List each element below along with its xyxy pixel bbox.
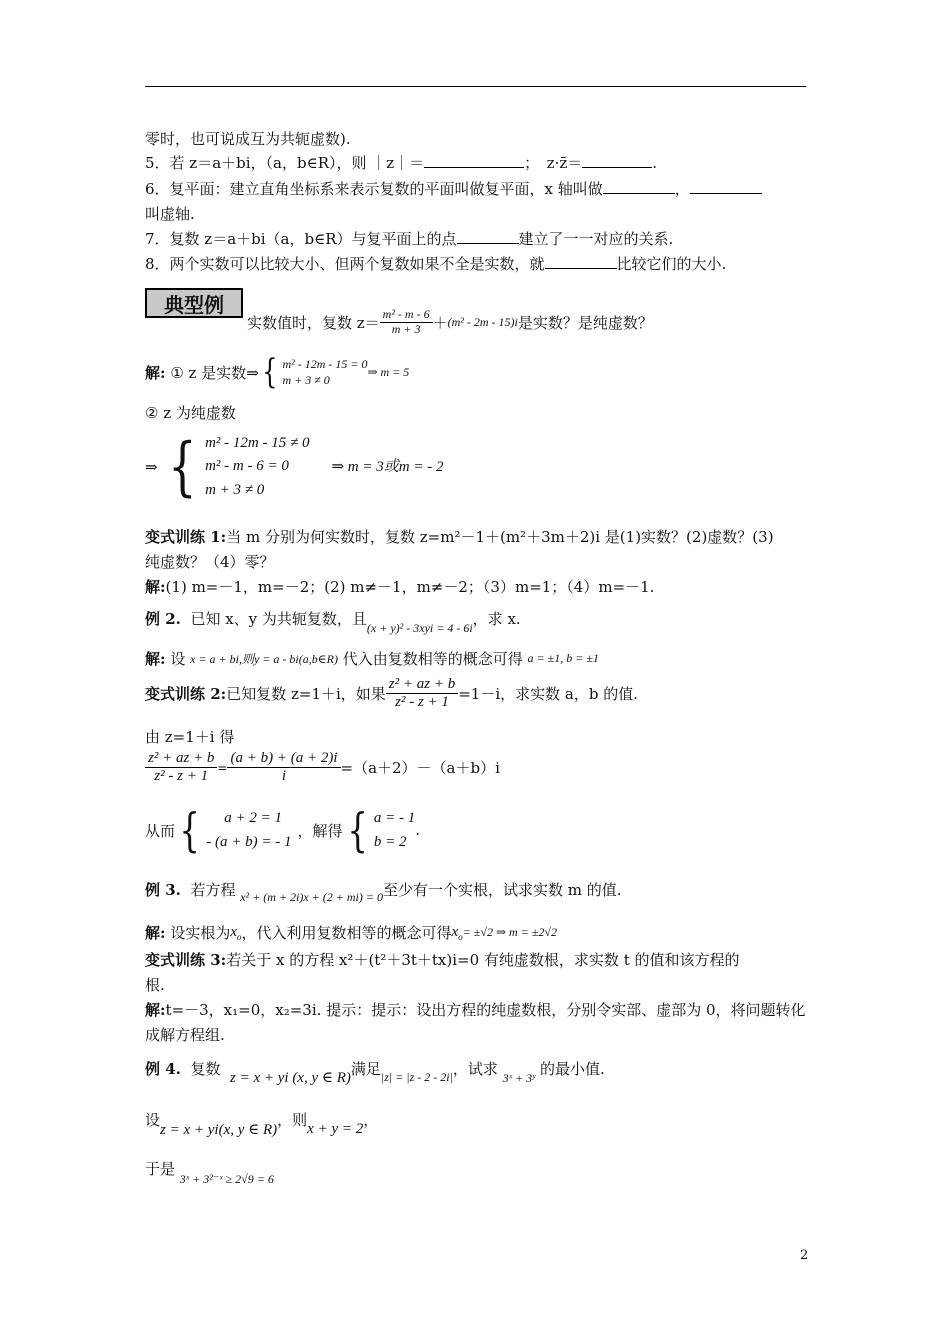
solution-1-system: ⇒ { m² - 12m - 15 ≠ 0 m² - m - 6 = 0 m + 3 ≠ 0 ⇒ m = 3或m = - 2 <box>145 429 444 504</box>
variant-1: 变式训练 1:当 m 分别为何实数时，复数 z=m²－1＋(m²＋3m＋2)i 是(1)实数？(2)虚数？(3) <box>145 528 774 546</box>
text-line: 根. <box>145 976 165 994</box>
variant-2-system: 从而 { a + 2 = 1 - (a + b) = - 1 ，解得 { a = - 1 b = 2 . <box>145 803 420 857</box>
solution-1a: 解: ① z 是实数⇒ { m² - 12m - 15 = 0 m + 3 ≠ 0 ⇒ m = 5 <box>145 352 410 392</box>
equation-system: { m² - 12m - 15 = 0 m + 3 ≠ 0 <box>262 352 368 392</box>
equation-system: { m² - 12m - 15 ≠ 0 m² - m - 6 = 0 m + 3 ≠ 0 <box>168 429 310 504</box>
solution-4-step: 设 z = x + yi(x, y ∈ R) ，则 x + y = 2 ， <box>145 1111 379 1138</box>
solution-4-result: 于是 3ˣ + 3²⁻ˣ ≥ 2√9 = 6 <box>145 1160 274 1186</box>
item-7: 7．复数 z＝a＋bi（a，b∈R）与复平面上的点 建立了一一对应的关系. <box>145 230 674 248</box>
solution-2: 解: 设 x = a + bi,则y = a - bi(a,b∈R) 代入由复数相等的概念可得 a = ±1, b = ±1 <box>145 650 599 668</box>
example-4: 例 4. 复数 z = x + yi (x, y ∈ R) 满足 |z| = |z - 2 - 2i| ，试求 3ˣ + 3ʸ 的最小值. <box>145 1060 605 1086</box>
page-number: 2 <box>800 1248 809 1263</box>
blank-field[interactable] <box>424 153 524 168</box>
text-line: 零时，也可说成互为共轭虚数). <box>145 130 351 148</box>
blank-field[interactable] <box>603 179 675 194</box>
text-line: 叫虚轴. <box>145 205 195 223</box>
blank-field[interactable] <box>690 179 762 194</box>
variant-2-step: $\frac{\text{z² + az + b}}{\text{z² - z + 1}}$ = $\frac{(a + b) + (a + 2)i}{i}$ =（a＋2）－（a＋b）i <box>145 750 500 786</box>
solution-4: 解:t=－3，x₁=0，x₂=3i. 提示：提示：设出方程的纯虚数根，分别令实部、虚部为 0，将问题转化 <box>145 1001 806 1019</box>
text-line: 由 z=1＋i 得 <box>145 728 235 746</box>
item-5: 5．若 z＝a＋bi，（a，b∈R），则 ｜z｜＝ ； z·z̄＝ . <box>145 154 658 172</box>
fraction: $\frac{\text{z² + az + b}}{\text{z² - z + 1}}$ <box>145 750 217 786</box>
example-1: 实数值时，复数 z＝ $\frac{\text{m² - m - 6}}{m + 3}$ ＋ (m² - 2m - 15)i 是实数？是纯虚数？ <box>247 307 653 336</box>
example-3: 例 3. 若方程 x² + (m + 2i)x + (2 + mi) = 0 至少有一个实根，试求实数 m 的值. <box>145 881 622 904</box>
equation-system: { a = - 1 b = 2 <box>346 803 416 857</box>
variant-2: 变式训练 2: 已知复数 z=1＋i，如果 $\frac{\text{z² + az + b}}{\text{z² - z + 1}}$ =1－i，求实数 a，b 的值. <box>145 676 638 711</box>
fraction: $\frac{(a + b) + (a + 2)i}{i}$ <box>227 750 340 786</box>
item-8: 8．两个实数可以比较大小、但两个复数如果不全是实数，就 比较它们的大小. <box>145 255 727 273</box>
example-2: 例 2. 已知 x、y 为共轭复数，且 (x + y)² - 3xyi = 4 - 6i ，求 x. <box>145 610 521 635</box>
blank-field[interactable] <box>582 153 652 168</box>
text-line: 纯虚数？（4）零？ <box>145 553 275 571</box>
variant-1-solution: 解:(1) m=－1，m=－2；(2) m≠－1，m≠－2；（3）m=1；（4）m=－1. <box>145 578 655 596</box>
blank-field[interactable] <box>545 254 617 269</box>
equation-system: { a + 2 = 1 - (a + b) = - 1 <box>179 803 292 857</box>
fraction: $\frac{\text{z² + az + b}}{\text{z² - z + 1}}$ <box>386 676 458 712</box>
blank-field[interactable] <box>457 229 519 244</box>
solution-1b: ② z 为纯虚数 <box>145 404 236 422</box>
section-heading: 典型例 <box>145 288 243 318</box>
text-line: 成解方程组. <box>145 1026 225 1044</box>
fraction: $\frac{\text{m² - m - 6}}{m + 3}$ <box>380 308 433 337</box>
item-6: 6．复平面：建立直角坐标系来表示复数的平面叫做复平面，x 轴叫做 ， <box>145 178 762 199</box>
solution-3: 解: 设实根为 $x_o$ ，代入利用复数相等的概念可得 $x_o$ = ±√2 ⇒ m = ±2√2 <box>145 923 557 942</box>
header-rule <box>145 86 806 87</box>
variant-3: 变式训练 3:若关于 x 的方程 x²＋(t²＋3t＋tx)i=0 有纯虚数根，求实数 t 的值和该方程的 <box>145 951 740 969</box>
